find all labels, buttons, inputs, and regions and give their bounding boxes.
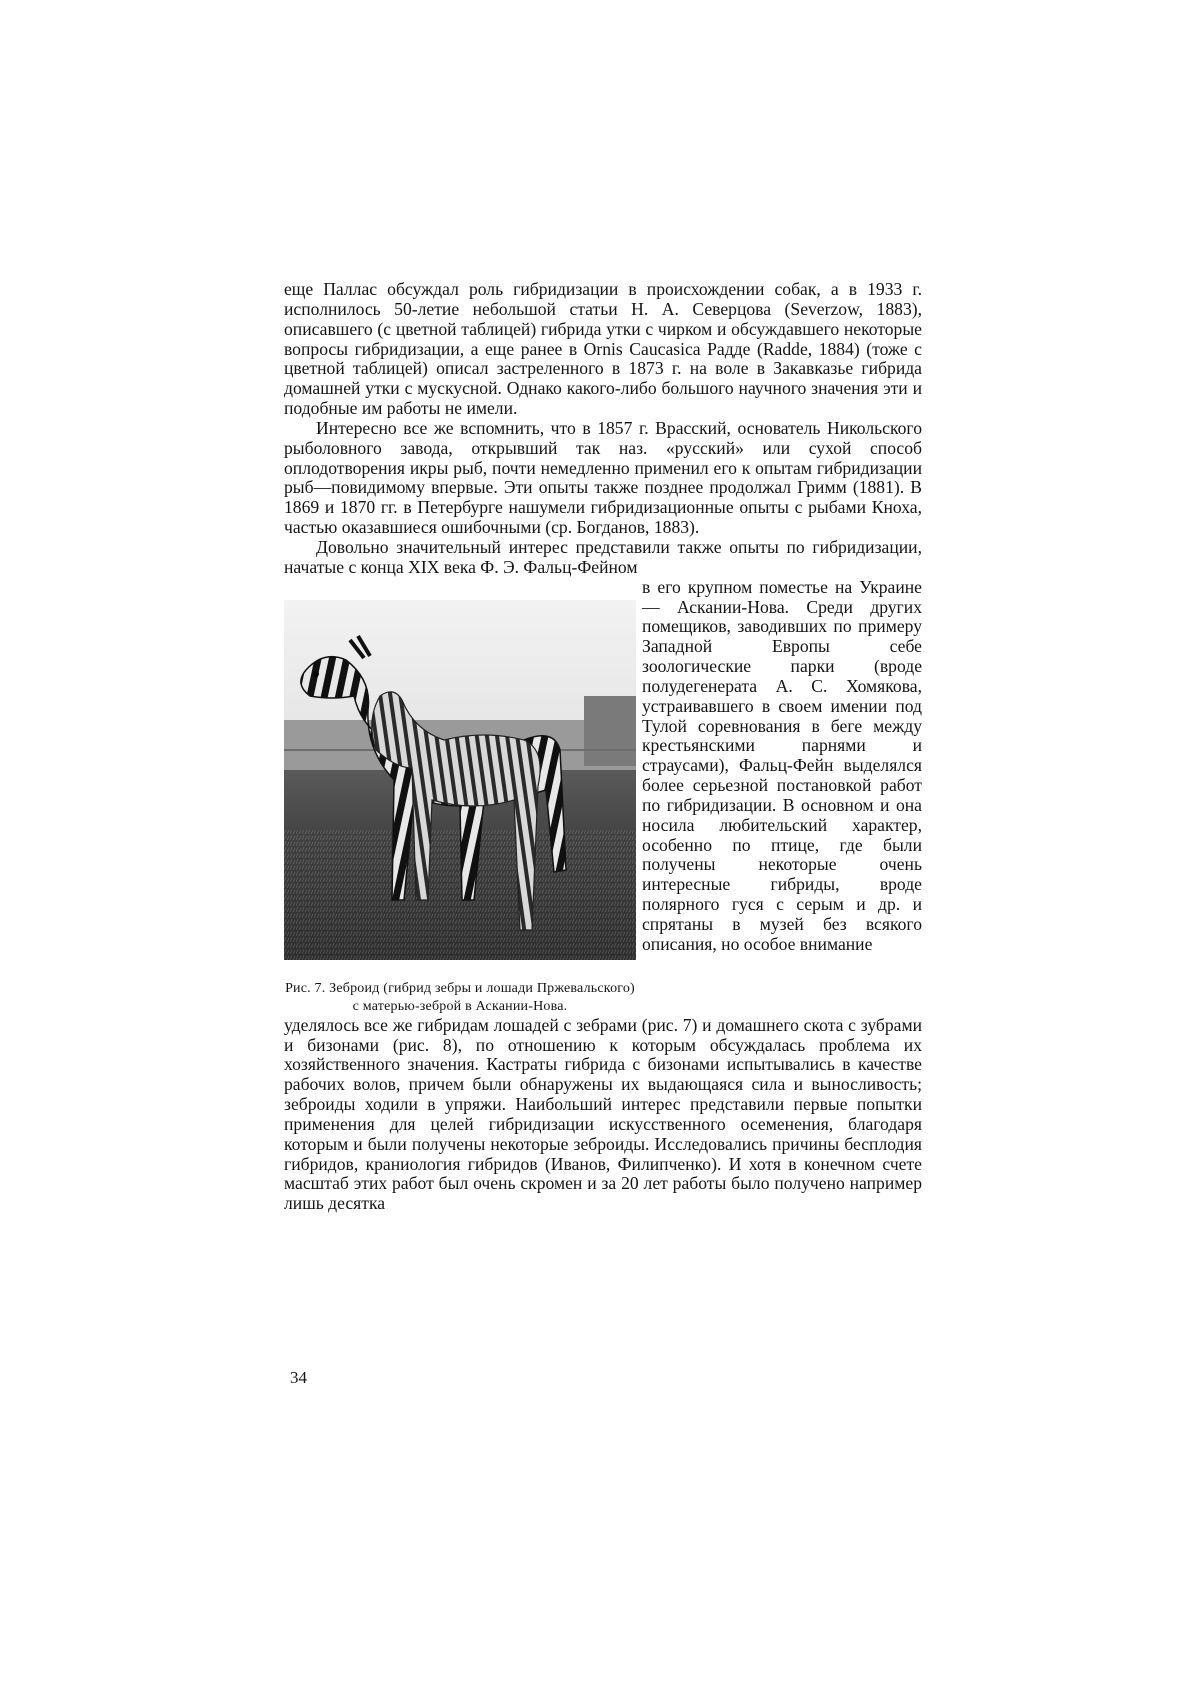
paragraph-1: еще Паллас обсуждал роль гибридизации в происхождении собак, а в 1933 г. исполнилось 50-летие небольшой статьи Н. А. Северцова (Severzow, 1883), описавшего (с цветной таблицей) гибрида утки с чирком и обсуждавшего некоторые вопросы гибридизации, а еще ранее в Ornis Caucasica Радде (Radde, 1884) (тоже с цветной таблицей) описал застреленного в 1873 г. на воле в Закавказье гибрида домашней утки с мускусной. Однако какого-либо большого научного значения эти и подобные им работы не имели. <box>284 279 922 419</box>
zebroid-photo <box>284 600 636 960</box>
page-number: 34 <box>290 1368 307 1387</box>
figure-caption: Рис. 7. Зеброид (гибрид зебры и лошади Пржевальского) с матерью-зеброй в Аскании-Нова. <box>285 980 635 1014</box>
paragraph-2: Интересно все же вспомнить, что в 1857 г. Врасский, основатель Никольского рыболовного завода, открывший так наз. «русский» или сухой способ оплодотворения икры рыб, почти немедленно применил его к опытам гибридизации рыб—повидимому впервые. Эти опыты также позднее продолжал Гримм (1881). В 1869 и 1870 гг. в Петербурге нашумели гибридизационные опыты с рыбами Кноха, частью оказавшиеся ошибочными (ср. Богданов, 1883). <box>284 417 922 538</box>
paragraph-3-lead: Довольно значительный интерес представили также опыты по гибридизации, начатые с конца XIX века Ф. Э. Фальц-Фейном <box>284 536 922 577</box>
paragraph-3-wrap: в его крупном поместье на Украине — Аскании-Нова. Среди других помещиков, заводивших по примеру Западной Европы себе зоологические парки (вроде полудегенерата А. С. Хомякова, устраивавшего в своем имении под Тулой соревнования в беге между крестьянскими парнями и страусами), Фальц-Фейн выделялся более серьезной постановкой работ по гибридизации. В основном и она носила любительский характер, особенно по птице, где были получены некоторые очень интересные гибриды, вроде полярного гуся с серым и др. и спрятаны в музей без всякого описания, но особое внимание <box>642 576 922 954</box>
page-body <box>284 280 922 1214</box>
figure <box>284 578 636 1016</box>
paragraph-3-tail: уделялось все же гибридам лошадей с зебрами (рис. 7) и домашнего скота с зубрами и бизонами (рис. 8), по отношению к которым обсуждалась проблема их хозяйственного значения. Кастраты гибрида с бизонами испытывались в качестве рабочих волов, причем были обнаружены их выдающаяся сила и выносливость; зеброиды ходили в упряжи. Наибольший интерес представили первые попытки применения для целей гибридизации искусственного осеменения, благодаря которым и были получены некоторые зеброиды. Исследовались причины бесплодия гибридов, краниология гибридов (Иванов, Филипченко). И хотя в конечном счете масштаб этих работ был очень скромен и за 20 лет работы было получено например лишь десятка <box>284 1014 922 1214</box>
